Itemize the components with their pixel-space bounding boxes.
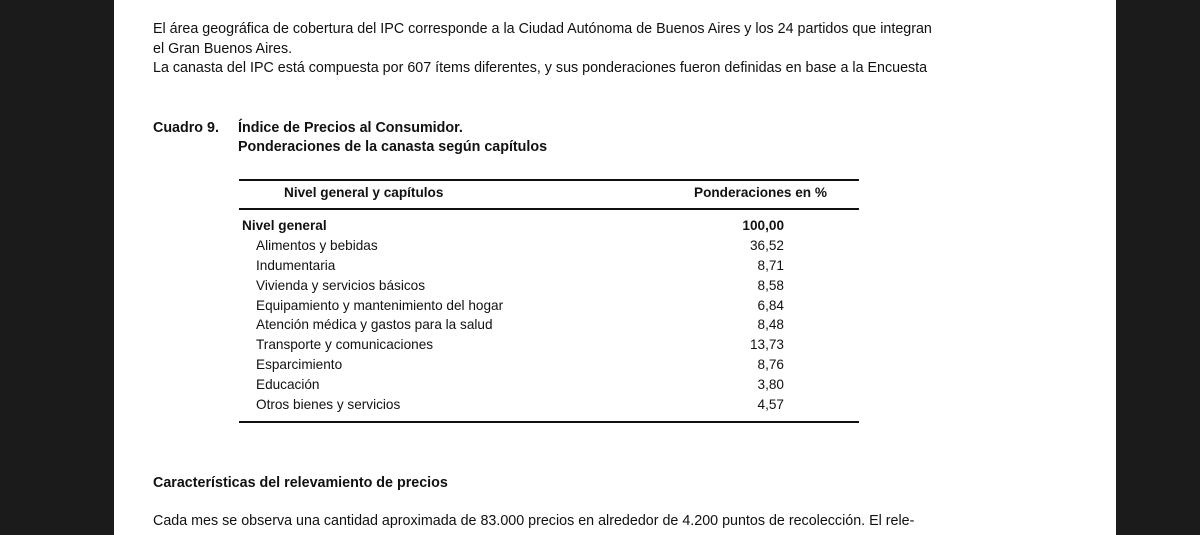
- row-value: 36,52: [749, 237, 784, 253]
- row-label: Atención médica y gastos para la salud: [256, 317, 493, 333]
- row-label: Equipamiento y mantenimiento del hogar: [256, 297, 504, 313]
- table-bottom-rule: [239, 421, 859, 423]
- caption-number: Cuadro 9.: [153, 120, 219, 136]
- row-value: 6,84: [757, 297, 784, 313]
- table-top-rule: [239, 179, 859, 181]
- row-label: Educación: [256, 377, 320, 393]
- row-value: 8,71: [757, 257, 784, 273]
- intro-line-3: La canasta del IPC está compuesta por 607 ítems diferentes, y sus ponderaciones fueron definidas en base a la Encuesta: [153, 60, 928, 76]
- table-header-rule: [239, 208, 859, 210]
- table-row: [239, 256, 859, 276]
- table-row: [239, 236, 859, 256]
- table-row: [239, 276, 859, 296]
- caption-title-line-1: Índice de Precios al Consumidor.: [238, 120, 463, 136]
- intro-line-1: El área geográfica de cobertura del IPC corresponde a la Ciudad Autónoma de Buenos Aires y los 24 partidos que integran: [153, 21, 932, 37]
- row-value: 8,48: [757, 317, 784, 333]
- row-value: 3,80: [757, 377, 784, 393]
- row-value: 4,57: [757, 397, 784, 413]
- intro-paragraph: [153, 20, 1013, 79]
- table-row: [239, 296, 859, 316]
- table-row-total: [239, 216, 859, 236]
- table-row: [239, 395, 859, 415]
- row-label: Otros bienes y servicios: [256, 397, 401, 413]
- intro-line-2: el Gran Buenos Aires.: [153, 40, 293, 57]
- column-header-weights: Ponderaciones en %: [694, 185, 827, 200]
- row-label: Vivienda y servicios básicos: [256, 277, 425, 293]
- section-paragraph: Cada mes se observa una cantidad aproximada de 83.000 precios en alrededor de 4.200 puntos de recolección. El rele-: [153, 513, 915, 529]
- row-value: 8,76: [757, 357, 784, 373]
- column-header-chapters: Nivel general y capítulos: [284, 185, 444, 200]
- row-label: Nivel general: [242, 218, 327, 233]
- caption-title-line-2: Ponderaciones de la canasta según capítulos: [238, 139, 548, 155]
- row-value: 100,00: [742, 218, 784, 233]
- table-row: [239, 355, 859, 375]
- row-value: 8,58: [757, 277, 784, 293]
- section-heading: Características del relevamiento de precios: [153, 475, 448, 491]
- table-row: [239, 315, 859, 335]
- row-label: Alimentos y bebidas: [256, 237, 378, 253]
- table-body: [239, 216, 859, 415]
- row-value: 13,73: [749, 337, 784, 353]
- document-page: [114, 0, 1116, 535]
- table-row: [239, 335, 859, 355]
- row-label: Esparcimiento: [256, 357, 343, 373]
- row-label: Transporte y comunicaciones: [256, 337, 434, 353]
- table-row: [239, 375, 859, 395]
- row-label: Indumentaria: [256, 257, 336, 273]
